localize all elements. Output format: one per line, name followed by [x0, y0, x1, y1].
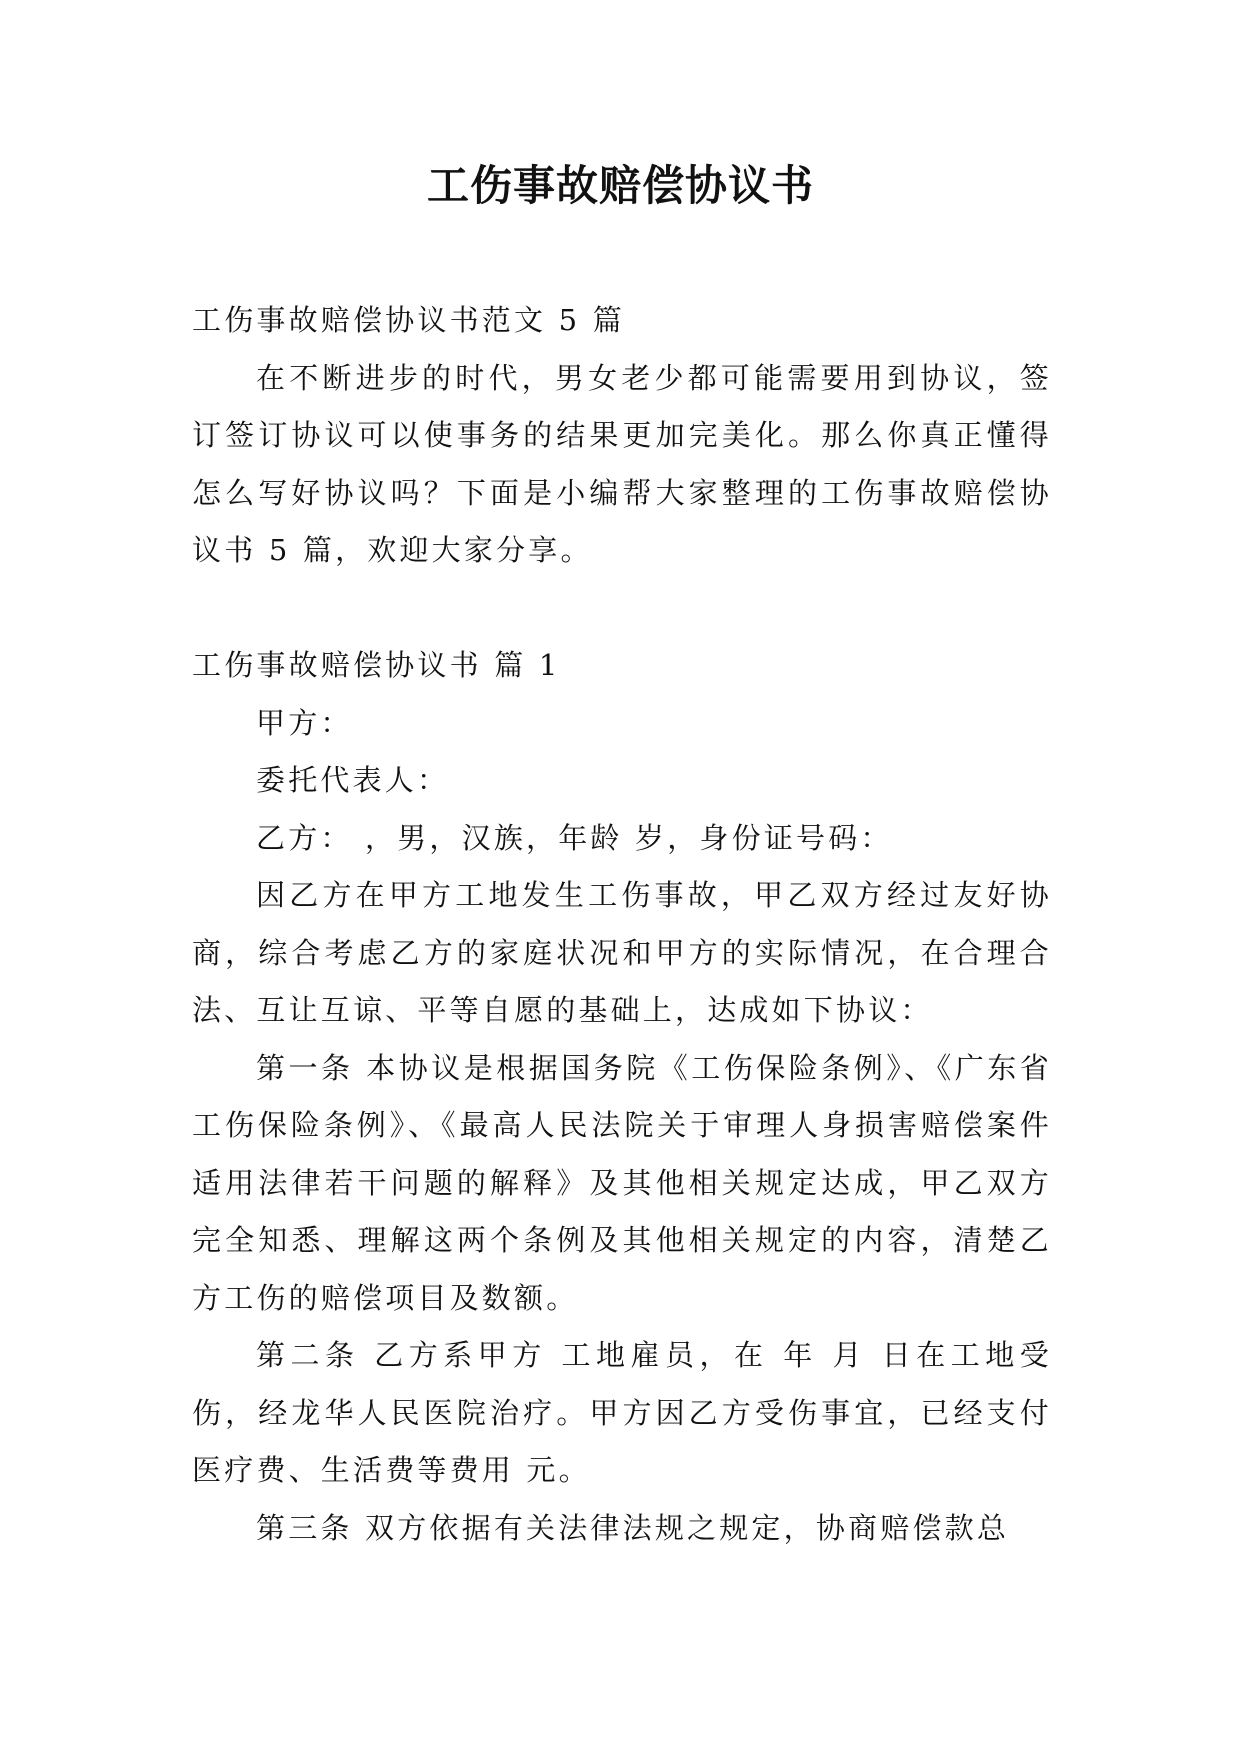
- representative-line: 委托代表人：: [256, 763, 450, 797]
- document-title: 工伤事故赔偿协议书: [426, 161, 814, 210]
- paragraph-spacer: [192, 580, 1052, 638]
- party-a-line: 甲方：: [256, 705, 353, 740]
- preamble-paragraph: 因乙方在甲方工地发生工伤事故，甲乙双方经过友好协商，综合考虑乙方的家庭状况和甲方的实际情况，在合理合法、互让互谅、平等自愿的基础上，达成如下协议：: [192, 878, 1052, 1027]
- document-body: [192, 292, 1052, 1557]
- intro-paragraph: 在不断进步的时代，男女老少都可能需要用到协议，签订签订协议可以使事务的结果更加完美化。那么你真正懂得怎么写好协议吗？下面是小编帮大家整理的工伤事故赔偿协议书 5 篇，欢迎大家分享。: [192, 360, 1052, 567]
- article-3-paragraph: 第三条 双方依据有关法律法规之规定，协商赔偿款总: [256, 1510, 1010, 1545]
- article-2-paragraph: 第二条 乙方系甲方 工地雇员，在 年 月 日在工地受伤，经龙华人民医院治疗。甲方因乙方受伤事宜，已经支付医疗费、生活费等费用 元。: [192, 1338, 1052, 1487]
- document-subtitle: 工伤事故赔偿协议书范文 5 篇: [192, 303, 625, 337]
- party-b-line: 乙方： ，男，汉族，年龄 岁，身份证号码：: [256, 820, 893, 855]
- article-1-paragraph: 第一条 本协议是根据国务院《工伤保险条例》、《广东省工伤保险条例》、《最高人民法院关于审理人身损害赔偿案件适用法律若干问题的解释》及其他相关规定达成，甲乙双方完全知悉、理解这两个条例及其他相关规定的内容，清楚乙方工伤的赔偿项目及数额。: [192, 1050, 1052, 1315]
- section-heading: 工伤事故赔偿协议书 篇 1: [192, 648, 561, 682]
